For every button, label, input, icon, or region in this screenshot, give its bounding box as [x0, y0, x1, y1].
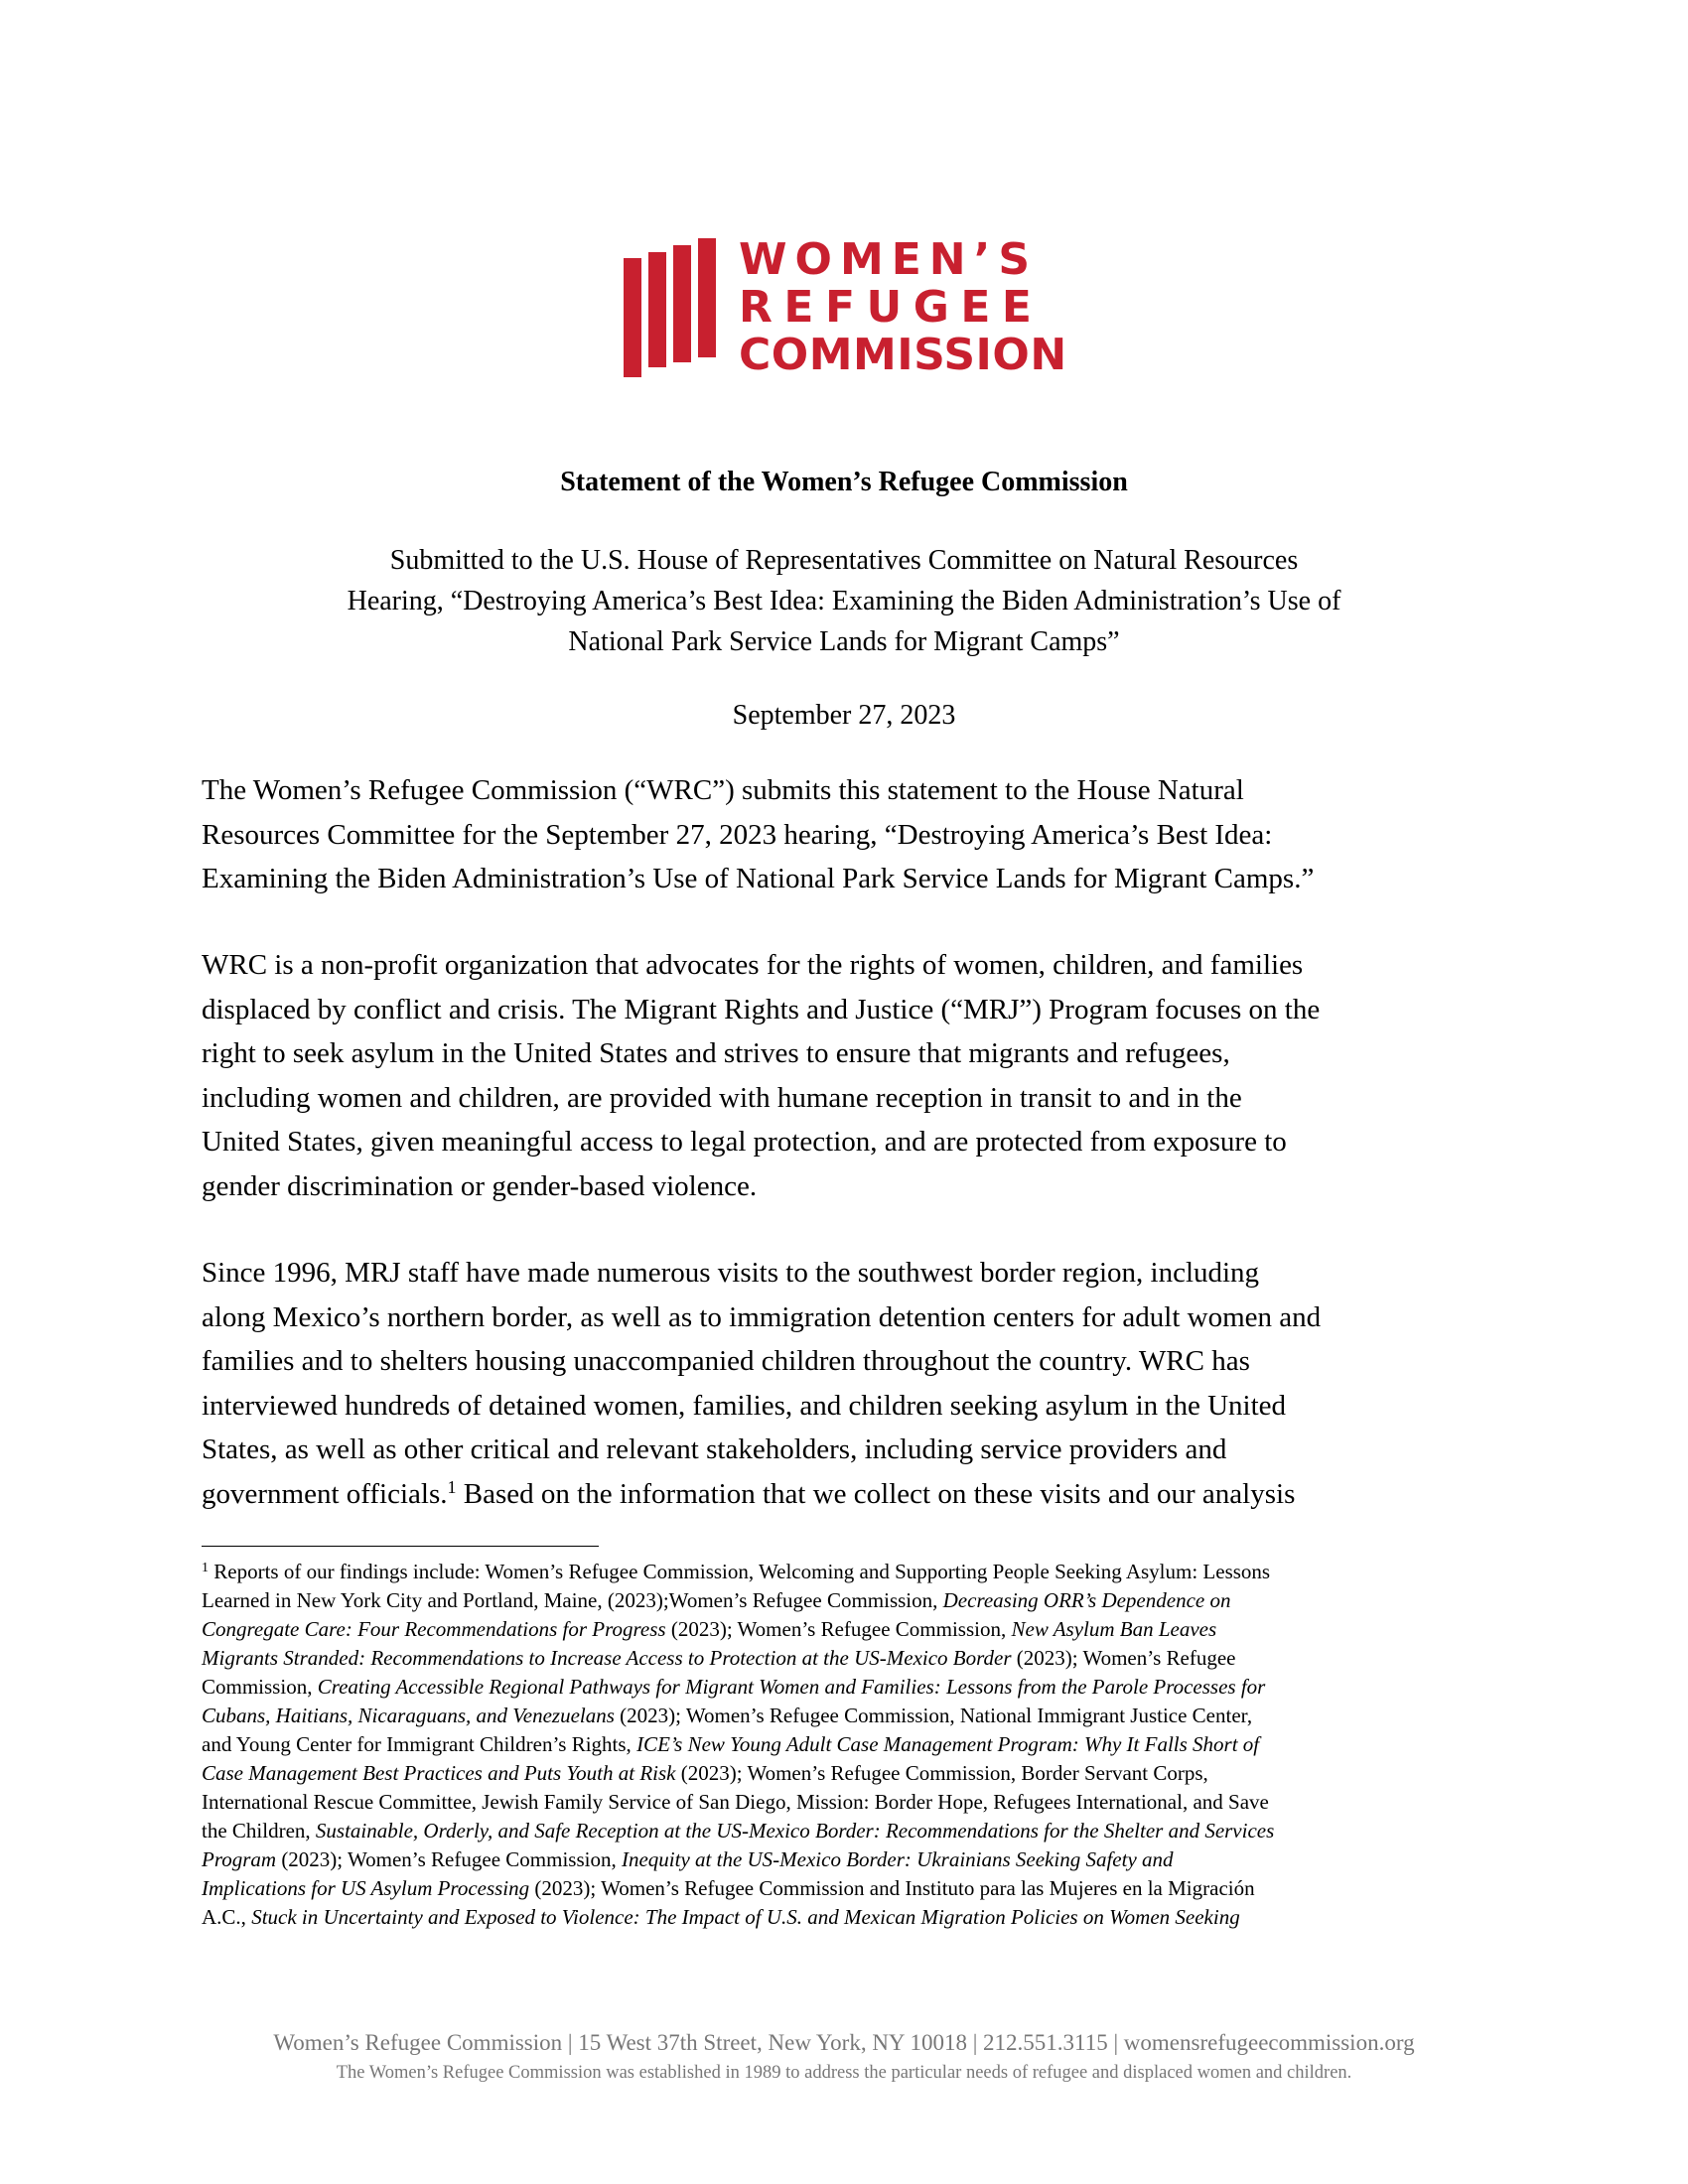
footnote-line — [202, 1558, 1492, 1586]
statement-title: Statement of the Women’s Refugee Commission — [560, 467, 1128, 497]
paragraph-line: right to seek asylum in the United States and strives to ensure that migrants and refugees, — [202, 1037, 1230, 1069]
fn-title: Case Management Best Practices and Puts Youth at Risk — [202, 1761, 676, 1785]
fn-text: (2023); Women’s Refugee — [1011, 1646, 1236, 1670]
paragraph-line: Since 1996, MRJ staff have made numerous visits to the southwest border region, including — [202, 1257, 1260, 1289]
fn-text: (2023); Women’s Refugee Commission, National Immigrant Justice Center, — [614, 1704, 1253, 1727]
footer-mission-line: The Women’s Refugee Commission was established in 1989 to address the particular needs of refugee and displaced women and children. — [336, 2063, 1352, 2083]
line-text: government officials. — [202, 1477, 448, 1510]
fn-title: Creating Accessible Regional Pathways for Migrant Women and Families: Lessons from the Parole Processes for — [317, 1675, 1266, 1699]
fn-text: (2023); Women’s Refugee Commission, Border Servant Corps, — [675, 1761, 1208, 1785]
fn-text: (2023); Women’s Refugee Commission, — [276, 1847, 622, 1871]
footnote-line — [202, 1673, 1492, 1702]
paragraph-line: along Mexico’s northern border, as well as to immigration detention centers for adult women and — [202, 1300, 1322, 1333]
fn-text: Commission, — [202, 1675, 318, 1699]
wrc-logo — [624, 234, 1067, 380]
fn-title: New Asylum Ban Leaves — [1011, 1617, 1217, 1641]
paragraph-line: families and to shelters housing unaccompanied children throughout the country. WRC has — [202, 1345, 1250, 1377]
fn-text: and Young Center for Immigrant Children’s Rights, — [202, 1732, 637, 1756]
line-text: Based on the information that we collect on these visits and our analysis — [456, 1477, 1296, 1510]
fn-title: Sustainable, Orderly, and Safe Reception at the US-Mexico Border: Recommendations for the Shelter and Services — [315, 1819, 1275, 1843]
paragraph-line: including women and children, are provided with humane reception in transit to and in the — [202, 1081, 1242, 1114]
logo-line-commission: COMMISSION — [739, 330, 1067, 380]
logo-wordmark — [739, 234, 1067, 381]
fn-title: ICE’s New Young Adult Case Management Program: Why It Falls Short of — [636, 1732, 1260, 1756]
footnote-line — [202, 1730, 1492, 1759]
paragraph-line-last — [202, 1472, 1492, 1517]
fn-text: (2023); Women’s Refugee Commission, — [665, 1617, 1012, 1641]
fn-title: Decreasing ORR’s Dependence on — [942, 1588, 1231, 1612]
paragraph-line: WRC is a non-profit organization that advocates for the rights of women, children, and families — [202, 949, 1304, 981]
footnote-line — [202, 1644, 1492, 1673]
fn-text: the Children, — [202, 1819, 316, 1843]
footnote-line — [202, 1845, 1492, 1874]
fn-title: Cubans, Haitians, Nicaraguans, and Venezuelans — [202, 1704, 615, 1727]
submitted-line-3: National Park Service Lands for Migrant Camps” — [568, 626, 1120, 657]
paragraph-line: United States, given meaningful access to legal protection, and are protected from exposure to — [202, 1126, 1287, 1158]
fn-title: Inequity at the US-Mexico Border: Ukrainians Seeking Safety and — [621, 1847, 1174, 1871]
footnote-line — [202, 1788, 1492, 1817]
paragraph-line: States, as well as other critical and relevant stakeholders, including service providers and — [202, 1433, 1227, 1465]
statement-date: September 27, 2023 — [732, 700, 956, 731]
footnote-1 — [202, 1558, 1492, 1932]
paragraph-visits — [202, 1251, 1492, 1516]
footnote-line — [202, 1702, 1492, 1730]
fn-text: A.C., — [202, 1905, 252, 1929]
paragraph-line: interviewed hundreds of detained women, families, and children seeking asylum in the United — [202, 1389, 1287, 1422]
footnote-line — [202, 1586, 1492, 1615]
paragraph-line: Examining the Biden Administration’s Use of National Park Service Lands for Migrant Camps.” — [202, 863, 1315, 894]
footnote-line — [202, 1817, 1492, 1845]
footnote-line — [202, 1615, 1492, 1644]
paragraph-line: Resources Committee for the September 27, 2023 hearing, “Destroying America’s Best Idea: — [202, 818, 1273, 851]
footnote-line — [202, 1874, 1492, 1903]
fn-title: Implications for US Asylum Processing — [202, 1876, 530, 1900]
logo-line-refugee: REFUGEE — [739, 282, 1044, 333]
paragraph-line: displaced by conflict and crisis. The Migrant Rights and Justice (“MRJ”) Program focuses on the — [202, 993, 1321, 1025]
fn-title: Migrants Stranded: Recommendations to Increase Access to Protection at the US-Mexico Border — [202, 1646, 1012, 1670]
fn-text: (2023); Women’s Refugee Commission and Instituto para las Mujeres en la Migración — [529, 1876, 1255, 1900]
fn-title: Program — [202, 1847, 277, 1871]
footer-contact-line: Women’s Refugee Commission | 15 West 37th Street, New York, NY 10018 | 212.551.3115 | womensrefugeecommission.org — [273, 2030, 1415, 2055]
paragraph-line: gender discrimination or gender-based violence. — [202, 1169, 758, 1202]
footnote-line — [202, 1903, 1492, 1932]
logo-bars-icon — [624, 238, 733, 379]
footnote-reference[interactable]: 1 — [447, 1476, 457, 1497]
footnote-divider — [202, 1546, 599, 1547]
paragraph-about-wrc — [202, 943, 1492, 1208]
submitted-line-1: Submitted to the U.S. House of Representatives Committee on Natural Resources — [389, 545, 1299, 576]
logo-line-womens: WOMEN’S — [739, 234, 1039, 285]
fn-text: International Rescue Committee, Jewish Family Service of San Diego, Mission: Border Hope, Refugees International, and Save — [202, 1790, 1269, 1814]
footnote-number: 1 — [202, 1561, 209, 1575]
fn-title: Stuck in Uncertainty and Exposed to Violence: The Impact of U.S. and Mexican Migration Policies on Women Seeking — [251, 1905, 1240, 1929]
footnote-line — [202, 1759, 1492, 1788]
submitted-line-2: Hearing, “Destroying America’s Best Idea: Examining the Biden Administration’s Use of — [347, 586, 1341, 616]
paragraph-line: The Women’s Refugee Commission (“WRC”) submits this statement to the House Natural — [202, 774, 1244, 806]
fn-text: Learned in New York City and Portland, Maine, (2023);Women’s Refugee Commission, — [202, 1588, 943, 1612]
paragraph-intro — [202, 768, 1492, 901]
fn-text: Reports of our findings include: Women’s Refugee Commission, Welcoming and Supporting People Seeking Asylum: Lessons — [209, 1560, 1271, 1583]
fn-title: Congregate Care: Four Recommendations for Progress — [202, 1617, 666, 1641]
